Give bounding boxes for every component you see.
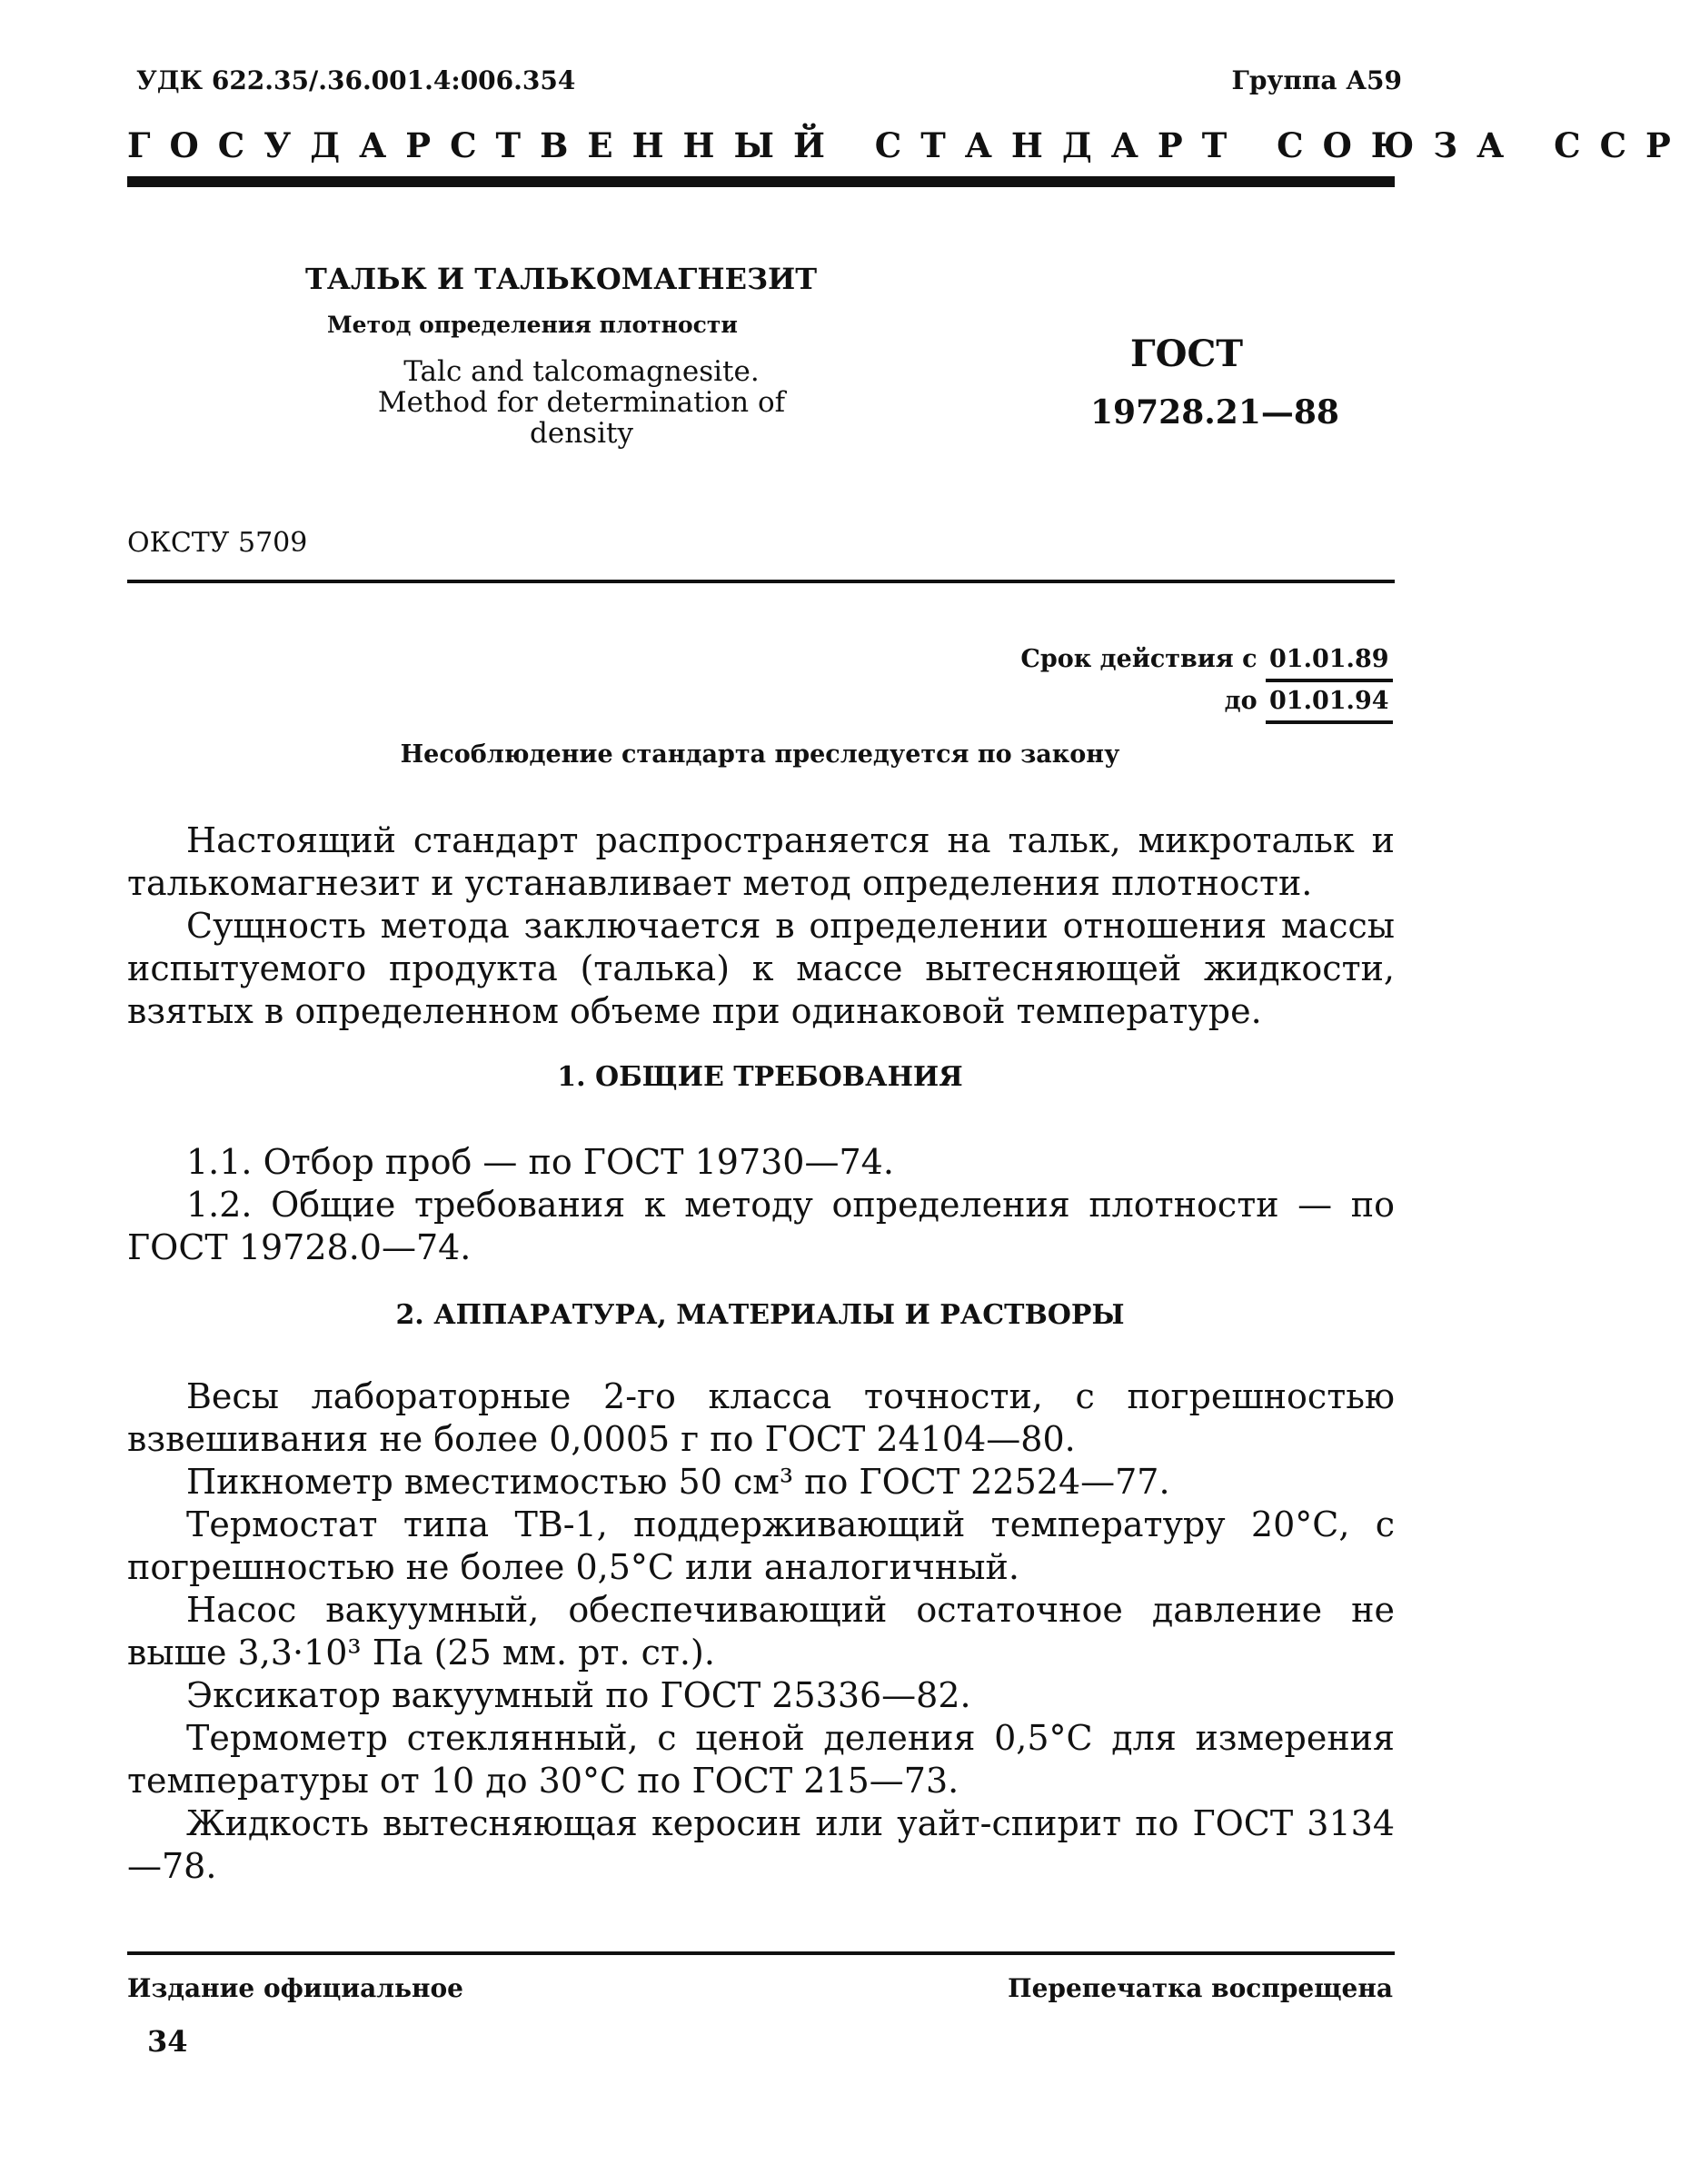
gost-label: ГОСТ — [1130, 333, 1244, 375]
okstu-code: ОКСТУ 5709 — [127, 527, 308, 559]
validity-to-date: 01.01.94 — [1266, 682, 1393, 724]
validity-from-date: 01.01.89 — [1266, 640, 1393, 682]
section-2-body — [127, 1375, 1395, 1888]
header-thick-rule — [127, 176, 1395, 187]
section-2-item: Весы лабораторные 2-го класса точности, с погрешностью взвешивания не более 0,0005 г по ГОСТ 24104—80. — [127, 1376, 1395, 1459]
footer-rule — [127, 1951, 1395, 1955]
section-1-item: 1.2. Общие требования к методу определения плотности — по ГОСТ 19728.0—74. — [127, 1185, 1395, 1267]
document-title: ТАЛЬК И ТАЛЬКОМАГНЕЗИТ — [305, 262, 818, 296]
section-1-body — [127, 1141, 1395, 1269]
state-standard-banner: ГОСУДАРСТВЕННЫЙ СТАНДАРТ СОЮЗА ССР — [127, 125, 1690, 165]
english-title: Talc and talcomagnesite. Method for determination of density — [377, 355, 786, 450]
validity-to-label: до — [1224, 687, 1258, 715]
section-2-item: Термостат типа ТВ-1, поддерживающий температуру 20°С, с погрешностью не более 0,5°С или аналогичный. — [127, 1504, 1395, 1587]
section-1-item: 1.1. Отбор проб — по ГОСТ 19730—74. — [186, 1142, 894, 1182]
section-2-item: Термометр стеклянный, с ценой деления 0,5°С для измерения температуры от 10 до 30°С по ГОСТ 215—73. — [127, 1718, 1395, 1801]
section-2-heading: 2. АППАРАТУРА, МАТЕРИАЛЫ И РАСТВОРЫ — [395, 1299, 1125, 1331]
document-subtitle: Метод определения плотности — [327, 312, 738, 338]
section-2-item: Пикнометр вместимостью 50 см³ по ГОСТ 22524—77. — [186, 1462, 1170, 1502]
udk-code: УДК 622.35/.36.001.4:006.354 — [136, 65, 576, 95]
section-1-heading: 1. ОБЩИЕ ТРЕБОВАНИЯ — [557, 1061, 963, 1093]
validity-from-line — [1020, 640, 1393, 682]
section-2-item: Жидкость вытесняющая керосин или уайт-спирит по ГОСТ 3134—78. — [127, 1803, 1395, 1886]
section-2-item: Эксикатор вакуумный по ГОСТ 25336—82. — [186, 1675, 971, 1715]
group-code: Группа А59 — [1231, 65, 1402, 95]
edition-notice: Издание официальное — [127, 1973, 463, 2003]
okstu-rule — [127, 580, 1395, 583]
validity-from-label: Срок действия с — [1020, 645, 1258, 673]
reprint-notice: Перепечатка воспрещена — [1008, 1973, 1393, 2003]
page-number: 34 — [147, 2024, 188, 2059]
intro-section — [127, 819, 1395, 1033]
intro-paragraph: Настоящий стандарт распространяется на тальк, микротальк и талькомагнезит и устанавливает метод определения плотности. — [127, 820, 1395, 903]
law-notice: Несоблюдение стандарта преследуется по закону — [400, 740, 1120, 769]
section-2-item: Насос вакуумный, обеспечивающий остаточное давление не выше 3,3·10³ Па (25 мм. рт. ст.). — [127, 1590, 1395, 1673]
validity-to-line — [1020, 682, 1393, 724]
intro-paragraph: Сущность метода заключается в определении отношения массы испытуемого продукта (талька) к массе вытесняющей жидкости, взятых в определенном объеме при одинаковой температуре. — [127, 906, 1395, 1031]
gost-number: 19728.21—88 — [1090, 393, 1339, 432]
validity-period — [1020, 640, 1393, 724]
